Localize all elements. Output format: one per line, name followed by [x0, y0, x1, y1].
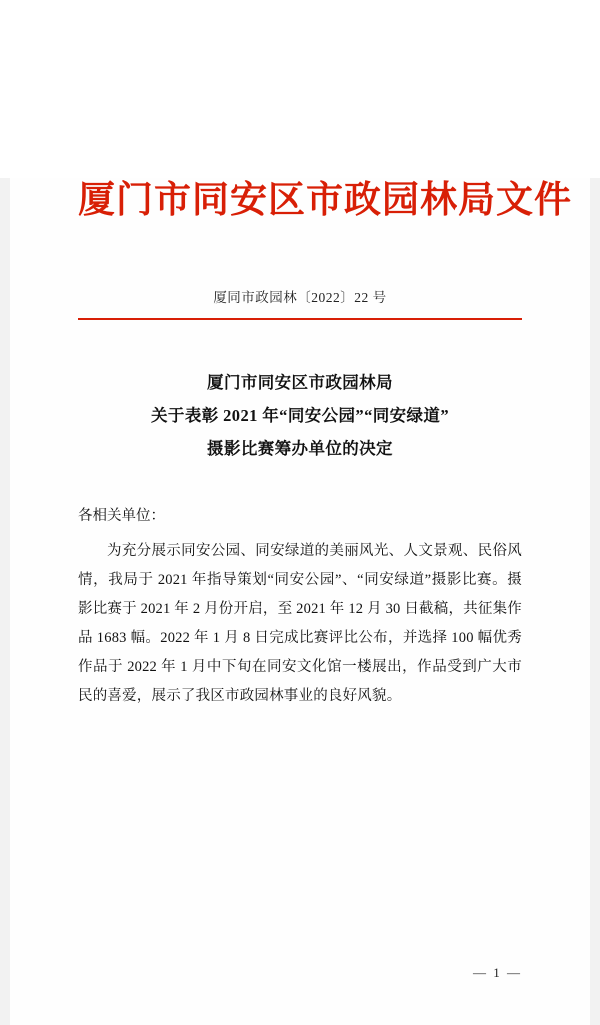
header-red-divider	[78, 318, 522, 320]
body-paragraph: 为充分展示同安公园、同安绿道的美丽风光、人文景观、民俗风情，我局于 2021 年指导策划“同安公园”、“同安绿道”摄影比赛。摄影比赛于 2021 年 2 月份开启，至 2021 年 12 月 30 日截稿，共征集作品 1683 幅。2022 年 1 月 8 日完成比赛评比公布，并选择 100 幅优秀作品于 2022 年 1 月中下旬在同安文化馆一楼展出，作品受到广大市民的喜爱，展示了我区市政园林事业的良好风貌。	[78, 542, 522, 704]
document-number: 厦同市政园林〔2022〕22 号	[213, 290, 387, 306]
document-page	[0, 178, 600, 1025]
document-subject	[78, 366, 522, 465]
scan-edge-left	[0, 178, 10, 1025]
scan-edge-right	[590, 178, 600, 1025]
document-header-title: 厦门市同安区市政园林局文件	[78, 180, 572, 221]
salutation: 各相关单位：	[78, 508, 165, 525]
subject-line-2: 关于表彰 2021 年“同安公园”“同安绿道”	[151, 406, 449, 426]
subject-line-1: 厦门市同安区市政园林局	[207, 373, 393, 393]
subject-line-3: 摄影比赛筹办单位的决定	[207, 439, 393, 459]
page-number: — 1 —	[473, 965, 522, 980]
